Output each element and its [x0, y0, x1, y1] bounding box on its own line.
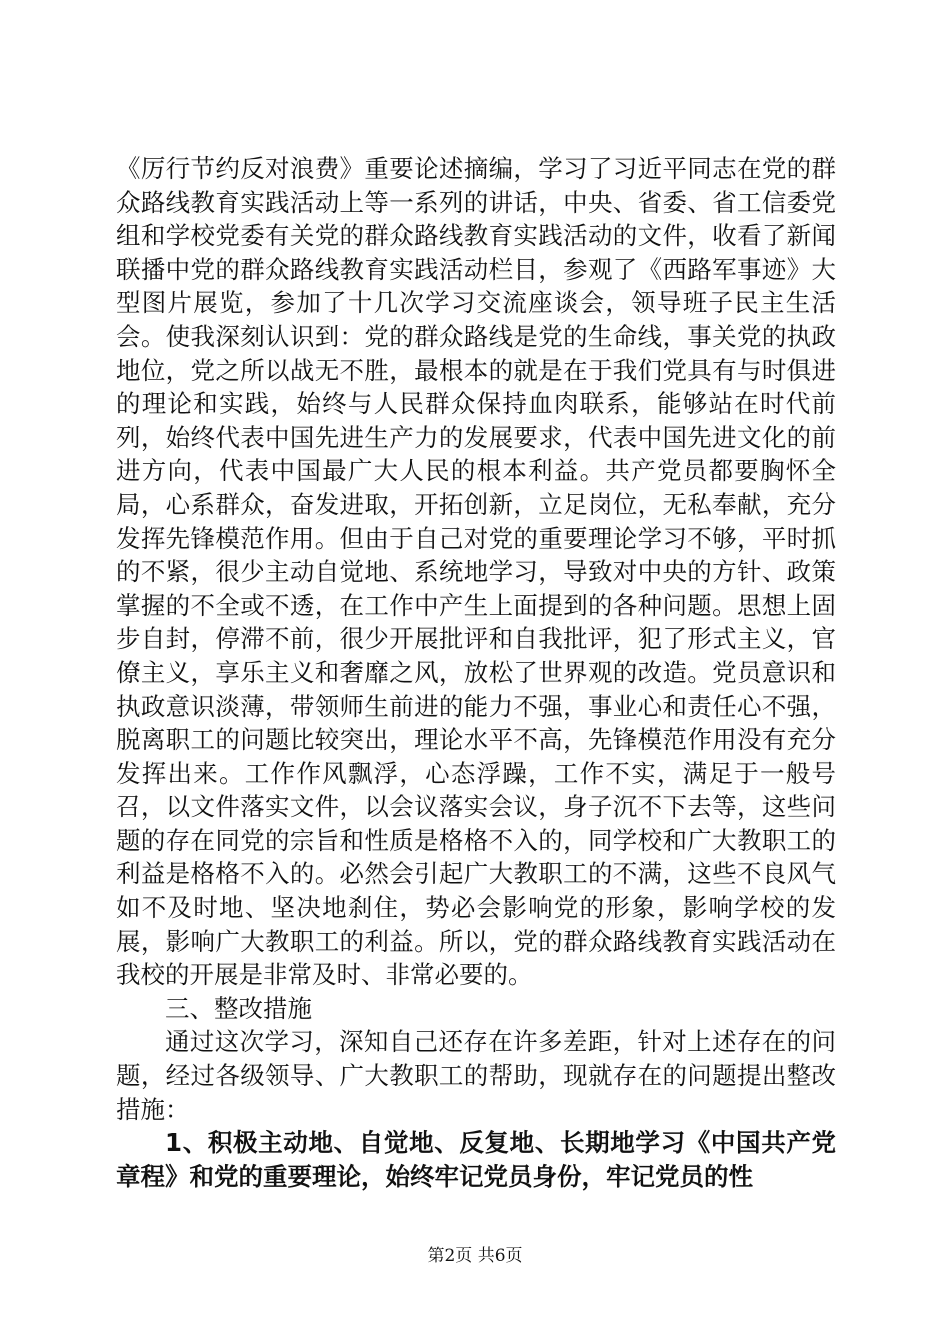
page-footer: [0, 1245, 950, 1267]
paragraph-continued: 《厉行节约反对浪费》重要论述摘编，学习了习近平同志在党的群众路线教育实践活动上等一系列的讲话，中央、省委、省工信委党组和学校党委有关党的群众路线教育实践活动的文件，收看了新闻联播中党的群众路线教育实践活动栏目，参观了《西路军事迹》大型图片展览，参加了十几次学习交流座谈会，领导班子民主生活会。使我深刻认识到：党的群众路线是党的生命线，事关党的执政地位，党之所以战无不胜，最根本的就是在于我们党具有与时俱进的理论和实践，始终与人民群众保持血肉联系，能够站在时代前列，始终代表中国先进生产力的发展要求，代表中国先进文化的前进方向，代表中国最广大人民的根本利益。共产党员都要胸怀全局，心系群众，奋发进取，开拓创新，立足岗位，无私奉献，充分发挥先锋模范作用。但由于自己对党的重要理论学习不够，平时抓的不紧，很少主动自觉地、系统地学习，导致对中央的方针、政策掌握的不全或不透，在工作中产生上面提到的各种问题。思想上固步自封，停滞不前，很少开展批评和自我批评，犯了形式主义，官僚主义，享乐主义和奢靡之风，放松了世界观的改造。党员意识和执政意识淡薄，带领师生前进的能力不强，事业心和责任心不强，脱离职工的问题比较突出，理论水平不高，先锋模范作用没有充分发挥出来。工作作风飘浮，心态浮躁，工作不实，满足于一般号召，以文件落实文件，以会议落实会议，身子沉不下去等，这些问题的存在同党的宗旨和性质是格格不入的，同学校和广大教职工的利益是格格不入的。必然会引起广大教职工的不满，这些不良风气如不及时地、坚决地刹住，势必会影响党的形象，影响学校的发展，影响广大教职工的利益。所以，党的群众路线教育实践活动在我校的开展是非常及时、非常必要的。: [116, 154, 836, 990]
document-body: [116, 152, 836, 1193]
measure-item-1: 1、积极主动地、自觉地、反复地、长期地学习《中国共产党章程》和党的重要理论，始终牢记党员身份，牢记党员的性: [116, 1128, 836, 1191]
section-heading: 三、整改措施: [165, 993, 312, 1023]
paragraph-intro: 通过这次学习，深知自己还存在许多差距，针对上述存在的问题，经过各级领导、广大教职工的帮助，现就存在的问题提出整改措施：: [116, 1027, 836, 1124]
page-indicator: 第2页 共6页: [427, 1246, 523, 1266]
